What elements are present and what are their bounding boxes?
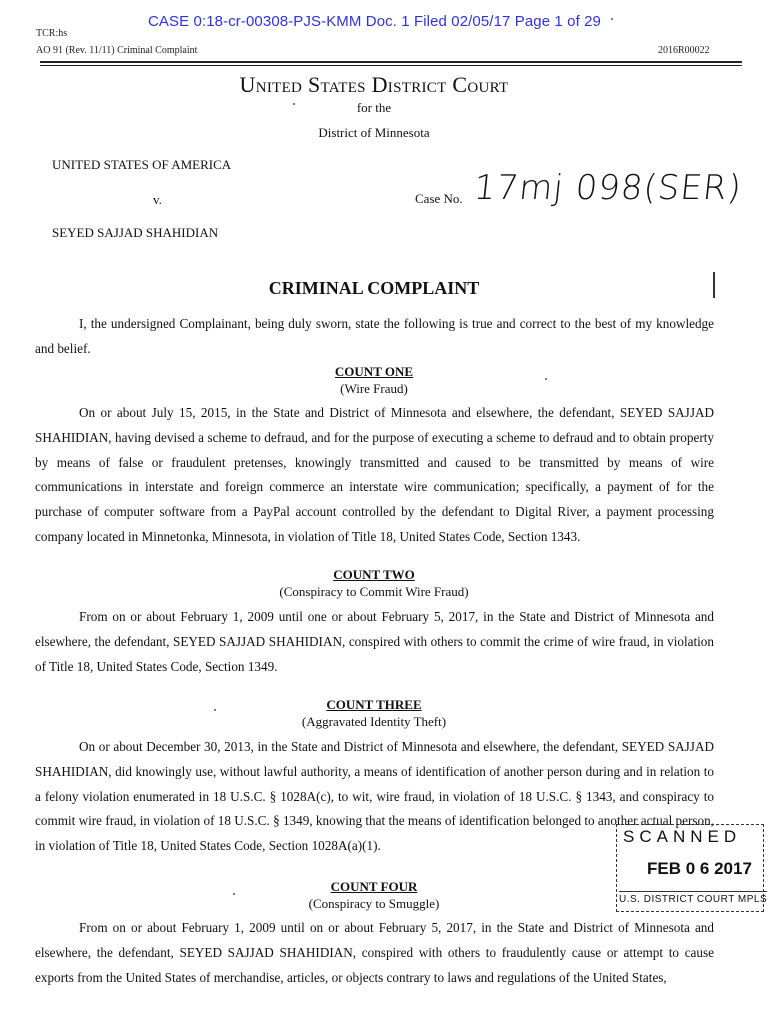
- count-three-subheading: (Aggravated Identity Theft): [301, 714, 447, 729]
- count-two-subheading: (Conspiracy to Commit Wire Fraud): [279, 584, 469, 599]
- scanned-text: SCANNED: [623, 827, 742, 846]
- document-title: CRIMINAL COMPLAINT: [268, 278, 480, 298]
- scan-speck: [611, 18, 613, 20]
- header-rule-thin: [40, 65, 742, 66]
- count-four-subheading: (Conspiracy to Smuggle): [308, 896, 440, 911]
- scan-speck: [214, 709, 216, 711]
- plaintiff-name: UNITED STATES OF AMERICA: [52, 157, 232, 172]
- scan-speck: [233, 893, 235, 895]
- handwritten-case-number: 17mj 098(SER): [471, 168, 744, 208]
- scan-speck: [293, 103, 295, 105]
- count-three-text: On or about December 30, 2013, in the State and District of Minnesota and elsewhere, the defendant, SEYED SAJJAD SHAHIDIAN, did knowingly use, without lawful authority, a means of identification of another person during and in relation to a felony violation enumerated in 18 U.S.C. § 1028A(c), to wit, wire fraud, in violation of 18 U.S.C. § 1343, and conspiracy to commit wire fraud, in violation of 18 U.S.C. § 1349, knowing that the means of identification belonged to another actual person, in violation of Title 18, United States Code, Section 1028A(a)(1).: [35, 739, 715, 854]
- preparer-initials: TCR:hs: [36, 28, 68, 39]
- case-number-label: Case No.: [415, 191, 463, 206]
- district-name: District of Minnesota: [318, 125, 430, 140]
- defendant-name: SEYED SAJJAD SHAHIDIAN: [52, 225, 219, 240]
- count-four-heading: COUNT FOUR: [330, 879, 418, 894]
- count-two-text: From on or about February 1, 2009 until one or about February 5, 2017, in the State and District of Minnesota and elsewhere, the defendant, SEYED SAJJAD SHAHIDIAN, conspired with others to commit the crime of wire fraud, in violation of Title 18, United States Code, Section 1349.: [35, 609, 714, 674]
- for-line: for the: [356, 100, 392, 115]
- count-one-text: On or about July 15, 2015, in the State and District of Minnesota and elsewhere, the defendant, SEYED SAJJAD SHAHIDIAN, having devised a scheme to defraud, and for the purpose of executing a scheme to defraud and to obtain property by means of false or fraudulent pretenses, knowingly transmitted and caused to be transmitted by means of wire communications in interstate and foreign commerce an interstate wire communication; specifically, a payment of for the purchase of computer software from a PayPal account controlled by the defendant to Digital River, a payment processing company located in Minnetonka, Minnesota, in violation of Title 18, United States Code, Section 1343.: [35, 405, 714, 544]
- stamp-court: U.S. DISTRICT COURT MPLS: [619, 891, 767, 905]
- margin-mark: [713, 272, 715, 298]
- count-three-heading: COUNT THREE: [326, 697, 422, 712]
- form-identifier: AO 91 (Rev. 11/11) Criminal Complaint: [36, 45, 198, 56]
- stamp-date: FEB 0 6 2017: [647, 859, 752, 878]
- versus-label: v.: [153, 192, 162, 207]
- count-two-heading: COUNT TWO: [333, 567, 415, 582]
- header-rule: [40, 61, 742, 63]
- court-title: United States District Court: [239, 72, 509, 97]
- count-one-heading: COUNT ONE: [334, 364, 414, 379]
- case-filing-header: CASE 0:18-cr-00308-PJS-KMM Doc. 1 Filed 02/05/17 Page 1 of 29: [148, 13, 601, 30]
- count-one-subheading: (Wire Fraud): [340, 381, 408, 396]
- file-number: 2016R00022: [658, 45, 710, 56]
- intro-paragraph: I, the undersigned Complainant, being duly sworn, state the following is true and correct to the best of my knowledge and belief.: [35, 316, 714, 356]
- scan-speck: [545, 378, 547, 380]
- count-four-text: From on or about February 1, 2009 until on or about February 5, 2017, in the State and District of Minnesota and elsewhere, the defendant, SEYED SAJJAD SHAHIDIAN, conspired with others to fraudulently cause or attempt to cause exports from the United States of merchandise, articles, or objects contrary to laws and regulations of the United States,: [35, 920, 714, 985]
